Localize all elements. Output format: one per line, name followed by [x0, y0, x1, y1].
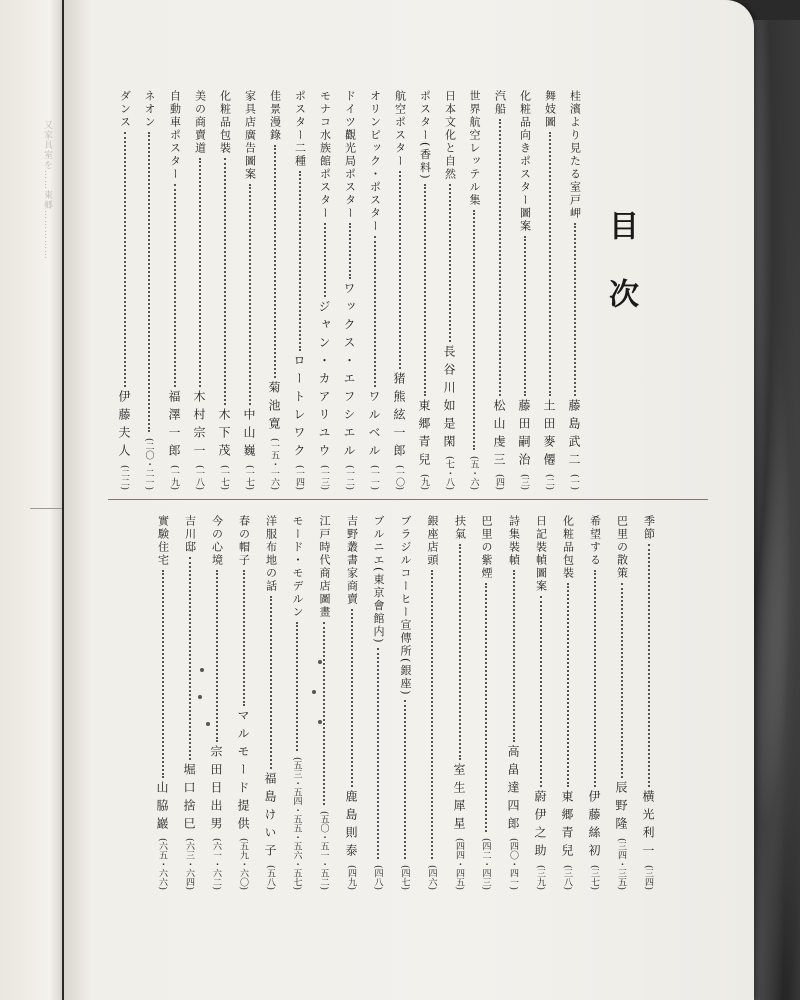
- entry-page: (四): [494, 473, 504, 490]
- toc-entry: [416, 90, 433, 490]
- leader-dots: [399, 171, 401, 369]
- leader-dots: [374, 236, 376, 387]
- toc-entry: [208, 515, 225, 890]
- entry-title: 世界航空レッテル集: [468, 90, 481, 207]
- leader-dots: [243, 570, 245, 706]
- entry-page: (五九・六〇): [238, 837, 248, 890]
- entry-title: 季節: [642, 515, 656, 541]
- entry-author: ワルベル: [367, 389, 381, 462]
- entry-page: (一七): [244, 464, 254, 490]
- leader-dots: [274, 145, 276, 378]
- leader-dots: [524, 236, 526, 396]
- entry-page: (三四): [643, 864, 653, 890]
- left-page-divider: [30, 508, 62, 509]
- toc-entry: [216, 90, 233, 490]
- entry-title: 日記裝幀圖案: [534, 515, 548, 593]
- ornament-dot: [198, 695, 202, 699]
- toc-entry: [532, 515, 549, 890]
- leader-dots: [594, 570, 596, 787]
- entry-title: ポスター二種: [293, 90, 307, 168]
- toc-entry: [566, 90, 583, 490]
- toc-entry: [316, 515, 332, 890]
- entry-page: (一三): [319, 464, 329, 490]
- entry-author: 猪熊絃一郎: [392, 371, 406, 462]
- entry-title: 吉野叢書家商賣: [345, 515, 359, 606]
- toc-entry: [516, 90, 533, 490]
- leader-dots: [621, 583, 623, 778]
- leader-dots: [148, 132, 150, 432]
- entry-title: 舞妓圖: [543, 90, 557, 129]
- leader-dots: [162, 570, 164, 778]
- entry-author: 伊藤夫人: [117, 389, 131, 462]
- entry-title: モード・モデルン: [291, 515, 304, 619]
- entry-title: 化粧品包裝: [218, 90, 232, 155]
- leader-dots: [648, 544, 650, 787]
- leader-dots: [324, 223, 326, 297]
- leader-dots: [499, 119, 501, 396]
- entry-page: (二二): [119, 464, 129, 490]
- entry-author: 高畠達四郎: [506, 744, 520, 835]
- entry-title: 巴里の紫煙: [480, 515, 493, 580]
- entry-title: 詩集裝幀: [507, 515, 521, 567]
- entry-page: (一二): [344, 464, 354, 490]
- entry-title: ダンス: [118, 90, 132, 129]
- entry-page: (一五・一六): [269, 437, 279, 490]
- ornament-dot: [200, 668, 204, 672]
- entry-author: 藤田嗣治: [517, 398, 531, 471]
- entry-author: 室生犀星: [452, 762, 466, 835]
- entry-author: ジャン・カアリユウ: [317, 299, 331, 462]
- leader-dots: [249, 184, 251, 405]
- entry-page: (五八): [265, 864, 275, 890]
- entry-page: (七・八): [444, 455, 454, 490]
- leader-dots: [189, 557, 191, 760]
- left-facing-page: [0, 0, 62, 1000]
- entry-title: 化粧品向きポスター圖案: [518, 90, 532, 233]
- toc-entry: [343, 515, 360, 890]
- leader-dots: [323, 622, 325, 805]
- entry-author: 菊池寛: [267, 380, 281, 435]
- entry-page: (一七): [219, 464, 229, 490]
- leader-dots: [351, 609, 353, 787]
- leader-dots: [224, 158, 226, 405]
- entry-author: マルモード提供: [236, 708, 250, 835]
- entry-author: 中山巍: [242, 407, 256, 462]
- entry-page: (三四・三五): [616, 837, 626, 890]
- toc-entry: [397, 515, 413, 890]
- leader-dots: [540, 596, 542, 787]
- entry-author: 横光利一: [641, 789, 655, 862]
- entry-title: 銀座店頭: [426, 515, 439, 567]
- leader-dots: [431, 570, 433, 859]
- entry-author: 福島けい子: [263, 771, 277, 862]
- entry-title: 日本文化と自然: [443, 90, 457, 181]
- entry-title: 吉川邸: [183, 515, 197, 554]
- entry-author: ロートレワク: [292, 353, 306, 462]
- leader-dots: [404, 700, 406, 859]
- entry-title: 希望する: [588, 515, 602, 567]
- toc-entry: [154, 515, 171, 890]
- ornament-dot: [318, 660, 322, 664]
- section-divider: [108, 499, 708, 500]
- entry-author: 堀口捨巳: [182, 762, 196, 835]
- toc-entry: [266, 90, 283, 490]
- entry-page: (四〇・四一): [508, 837, 518, 890]
- toc-entry: [235, 515, 252, 890]
- entry-author: 藤島武二: [567, 398, 581, 471]
- entry-title: ブラジルコーヒー宣傳所(銀座): [399, 515, 412, 697]
- entry-author: 東郷青兒: [417, 398, 431, 471]
- entry-page: (四二・四三): [480, 837, 491, 890]
- entry-page: (四四・四五): [454, 837, 464, 890]
- entry-author: 松山虔三: [492, 398, 506, 471]
- leader-dots: [377, 648, 379, 859]
- leader-dots: [449, 184, 451, 342]
- entry-author: 木下茂: [217, 407, 231, 462]
- toc-entry: [586, 515, 603, 890]
- entry-title: 自動車ポスター: [168, 90, 182, 181]
- entry-page: (五〇・五一・五二): [318, 810, 329, 890]
- entry-author: 木村宗一: [192, 389, 206, 462]
- entry-title: 扶氣: [453, 515, 467, 541]
- toc-entry: [116, 90, 133, 490]
- entry-page: (三九): [535, 864, 545, 890]
- toc-entry: [559, 515, 576, 890]
- toc-entry: [316, 90, 333, 490]
- entry-page: (一〇): [394, 464, 404, 490]
- entry-title: 航空ポスター: [393, 90, 407, 168]
- entry-page: (一一): [369, 464, 379, 490]
- toc-entry: [341, 90, 358, 490]
- leader-dots: [270, 596, 272, 769]
- entry-title: 家具店廣告圖案: [243, 90, 257, 181]
- entry-page: (二): [544, 473, 554, 490]
- entry-page: (六三・六四): [184, 837, 194, 890]
- entry-page: (六五・六六): [157, 837, 167, 890]
- toc-entry: [541, 90, 558, 490]
- entry-author: 山脇巖: [155, 780, 169, 835]
- leader-dots: [485, 583, 487, 832]
- ornament-dot: [312, 690, 316, 694]
- leader-dots: [296, 622, 298, 751]
- toc-entry: [640, 515, 657, 890]
- entry-page: (四六): [426, 864, 437, 890]
- toc-entry: [262, 515, 279, 890]
- entry-title: 汽船: [493, 90, 507, 116]
- entry-page: (五・六): [468, 455, 479, 490]
- leader-dots: [199, 158, 201, 387]
- toc-entry: [366, 90, 383, 490]
- entry-page: (九): [419, 473, 429, 490]
- toc-entry: [466, 90, 482, 490]
- leader-dots: [424, 184, 426, 396]
- entry-title: 今の心境: [210, 515, 224, 567]
- toc-entry: [166, 90, 183, 490]
- entry-author: 鹿島則泰: [344, 789, 358, 862]
- entry-page: (一八): [194, 464, 204, 490]
- entry-title: オリンピック・ポスター: [368, 90, 382, 233]
- entry-title: ブルニエ(東京會館内): [372, 515, 385, 645]
- entry-title: ポスター(香料): [418, 90, 432, 181]
- entry-page: (二〇・二一): [143, 437, 154, 490]
- toc-entry: [441, 90, 458, 490]
- entry-title: 桂濱より見たる室戸岬: [568, 90, 582, 220]
- leader-dots: [567, 583, 569, 787]
- toc-entry: [424, 515, 440, 890]
- toc-entry: [181, 515, 198, 890]
- entry-author: ワックス・エフシエル: [342, 281, 356, 462]
- entry-page: (三): [519, 473, 529, 490]
- leader-dots: [299, 171, 301, 351]
- toc-entry: [241, 90, 258, 490]
- entry-title: 洋服布地の話: [264, 515, 278, 593]
- left-page-bleed-text: 又家具室を……東郷……………: [42, 120, 52, 260]
- leader-dots: [473, 210, 475, 450]
- entry-page: (四七): [399, 864, 410, 890]
- leader-dots: [513, 570, 515, 742]
- entry-title: 化粧品包裝: [561, 515, 575, 580]
- leader-dots: [216, 570, 218, 742]
- entry-title: 佳景漫錄: [268, 90, 282, 142]
- entry-author: 福澤一郎: [167, 389, 181, 462]
- toc-entry: [391, 90, 408, 490]
- page-title: 目次: [603, 210, 638, 346]
- entry-title: モナコ水族館ポスター: [318, 90, 332, 220]
- entry-author: 東郷青兒: [560, 789, 574, 862]
- entry-page: (一): [569, 473, 579, 490]
- entry-title: 江戸時代商店圖畫: [318, 515, 331, 619]
- entry-page: (六一・六二): [211, 837, 221, 890]
- leader-dots: [549, 132, 551, 396]
- entry-page: (一九): [169, 464, 179, 490]
- entry-page: (四九): [346, 864, 356, 890]
- ornament-dot: [318, 720, 322, 724]
- entry-title: 巴里の散策: [615, 515, 629, 580]
- entry-author: 宗田日出男: [209, 744, 223, 835]
- entry-title: ネオン: [143, 90, 156, 129]
- entry-title: 實験住宅: [156, 515, 170, 567]
- entry-page: (三八): [562, 864, 572, 890]
- entry-page: (五三・五四・五五・五六・五七): [291, 756, 302, 890]
- entry-title: 春の帽子: [237, 515, 251, 567]
- toc-entry: [191, 90, 208, 490]
- toc-entry: [491, 90, 508, 490]
- entry-page: (三七): [589, 864, 599, 890]
- toc-entry: [613, 515, 630, 890]
- toc-entry: [289, 515, 305, 890]
- toc-entry: [291, 90, 308, 490]
- leader-dots: [174, 184, 176, 387]
- leader-dots: [574, 223, 576, 396]
- leader-dots: [459, 544, 461, 760]
- entry-page: (一四): [294, 464, 304, 490]
- leader-dots: [124, 132, 126, 387]
- toc-entry: [505, 515, 522, 890]
- entry-author: 伊藤絲初: [587, 789, 601, 862]
- toc-entry: [451, 515, 468, 890]
- entry-author: 蔚伊之助: [533, 789, 547, 862]
- toc-entry: [141, 90, 157, 490]
- ornament-dot: [206, 722, 210, 726]
- entry-author: 長谷川如是閑: [442, 344, 456, 453]
- entry-author: 辰野隆: [614, 780, 628, 835]
- leader-dots: [349, 223, 351, 279]
- entry-page: (四八): [372, 864, 383, 890]
- entry-author: 土田麥僊: [542, 398, 556, 471]
- entry-title: 美の商賣道: [193, 90, 207, 155]
- toc-entry: [478, 515, 494, 890]
- entry-title: ドイツ觀光局ポスター: [343, 90, 357, 220]
- toc-entry: [370, 515, 386, 890]
